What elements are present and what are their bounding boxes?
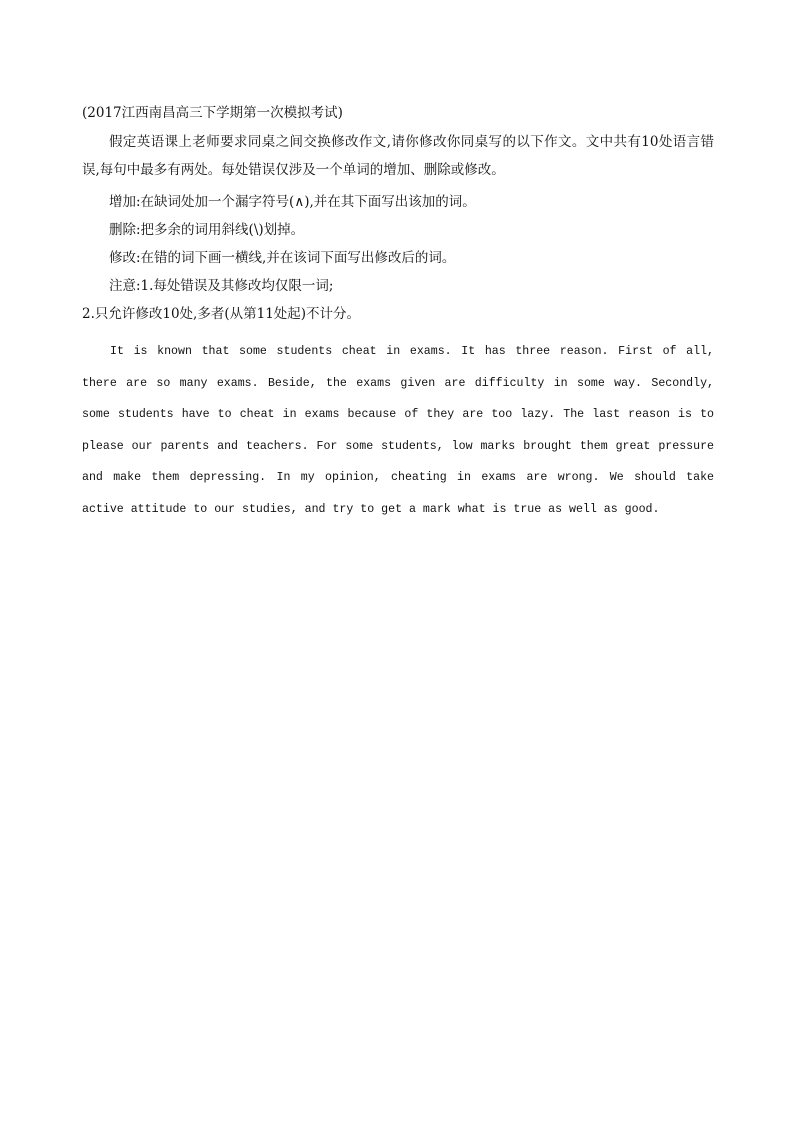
essay-text: It is known that some students cheat in exams. It has three reason. First of all, there are so many exams. Beside, the exams given are difficulty in some way. Secondly, some students have to cheat in exams because of they are too lazy. The last reason is to please our parents and teachers. For some students, low marks brought them great pressure and make them depressing. In my opinion, cheating in exams are wrong. We should take active attitude to our studies, and try to get a mark what is true as well as good.	[82, 345, 714, 516]
rule-modify: 修改:在错的词下画一横线,并在该词下面写出修改后的词。	[109, 250, 456, 266]
instructions-paragraph: 假定英语课上老师要求同桌之间交换修改作文,请你修改你同桌写的以下作文。文中共有10处语言错误,每句中最多有两处。每处错误仅涉及一个单词的增加、删除或修改。	[82, 134, 714, 178]
rule-add: 增加:在缺词处加一个漏字符号(∧),并在其下面写出该加的词。	[109, 194, 476, 210]
rule-note-2: 2.只允许修改10处,多者(从第11处起)不计分。	[82, 306, 361, 322]
source-note: (2017江西南昌高三下学期第一次模拟考试)	[82, 105, 343, 121]
rule-delete: 删除:把多余的词用斜线(\)划掉。	[109, 222, 305, 238]
document-page	[82, 103, 714, 525]
rule-note-1: 注意:1.每处错误及其修改均仅限一词;	[109, 278, 334, 294]
